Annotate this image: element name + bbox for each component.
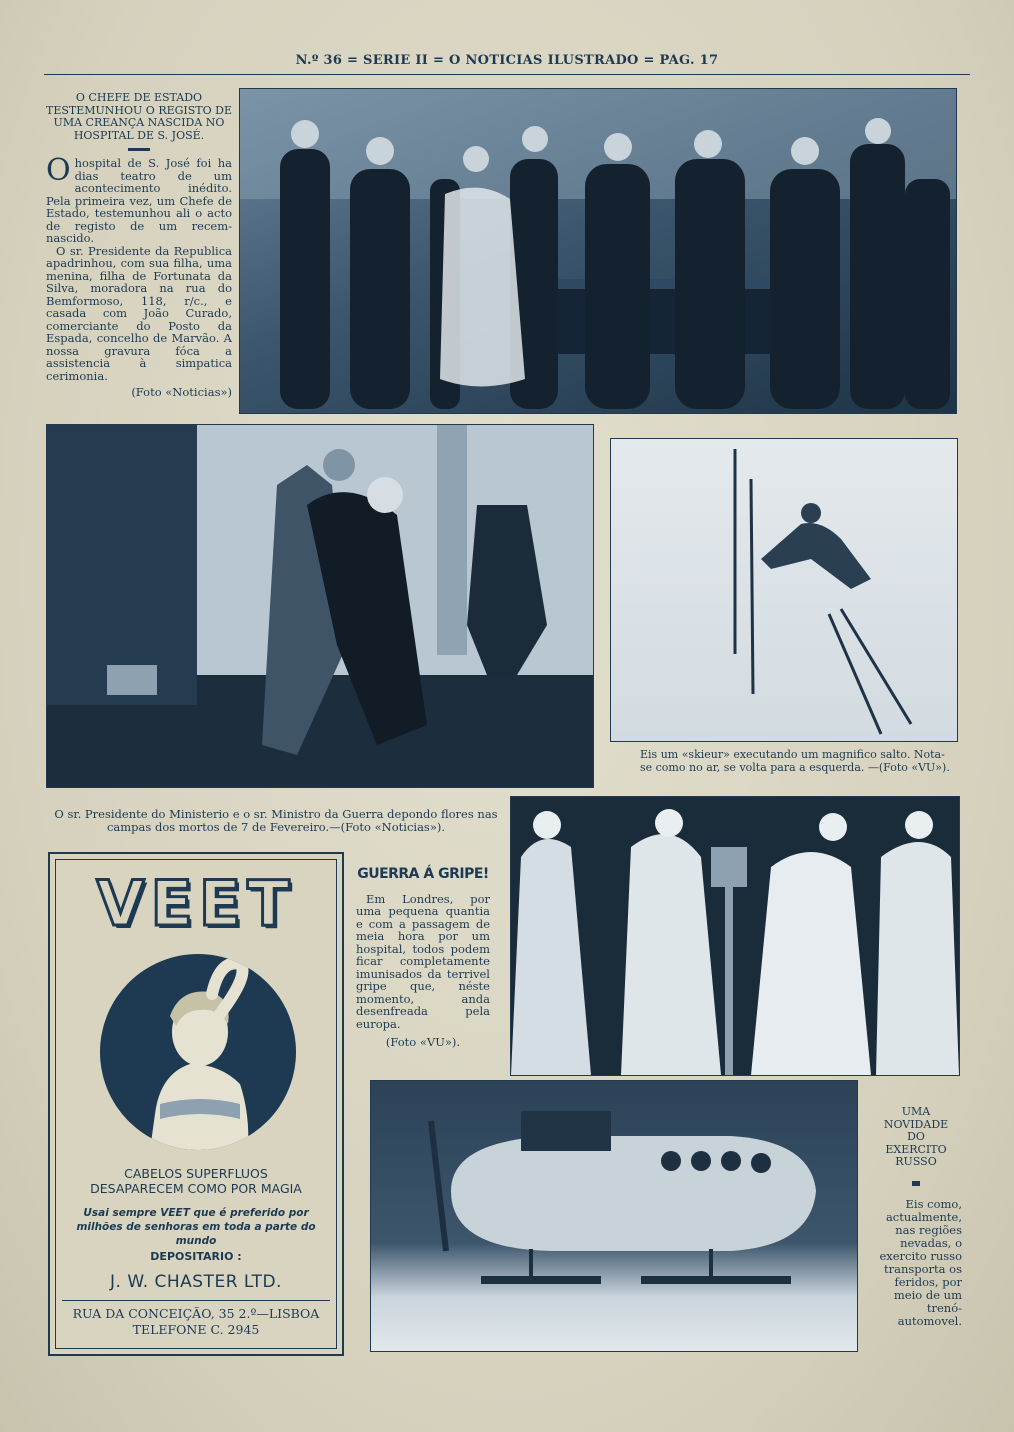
ad-depositario: DEPOSITARIO : [150, 1250, 242, 1263]
separator [128, 148, 150, 151]
photo-gripe-image [511, 797, 959, 1075]
photo-flowers-image [47, 425, 593, 787]
caption-skieur: Eis um «skieur» executando um magnifico salto. Nota-se como no ar, se volta para a esquerda. —(Foto «VU»). [640, 748, 950, 774]
story-russo-body: Eis como, actualmente, nas regiões nevadas, o exercito russo transporta os feridos, por meio de um trenó-automovel. [879, 1196, 962, 1328]
ad-rule [62, 1300, 330, 1301]
story-registo-text1: hospital de S. José foi ha dias teatro de um acontecimento inédito. Pela primeira vez, um Chefe de Estado, testemunhou ali o acto de registo de um recem-nascido. [46, 156, 232, 245]
header-rule [44, 74, 970, 75]
page-header: N.º 36 = SERIE II = O NOTICIAS ILUSTRADO = PAG. 17 [295, 53, 719, 68]
story-gripe-credit: (Foto «VU»). [385, 1035, 461, 1049]
woman-illustration-icon [100, 954, 296, 1150]
photo-flowers-graves [46, 424, 594, 788]
photo-skier-jump [610, 438, 958, 742]
caption-flowers: O sr. Presidente do Ministerio e o sr. Ministro da Guerra depondo flores nas campas dos mortos de 7 de Fevereiro.—(Foto «Noticias»). [54, 807, 498, 834]
ad-subtagline: Usai sempre VEET que é preferido por milhões de senhoras em toda a parte do mundo [76, 1207, 316, 1247]
ad-illustration [100, 954, 296, 1150]
story-gripe [356, 868, 490, 1049]
ad-address-line: RUA DA CONCEIÇÃO, 35 2.º—LISBOA [72, 1306, 320, 1321]
story-gripe-title: GUERRA Á GRIPE! [357, 866, 489, 882]
story-registo-para2: O sr. Presidente da Republica apadrinhou, com sua filha, uma menina, filha de Fortunata da Silva, moradora na rua do Bemformoso, 118, r/c., e casada com João Curado, comerciante do Posto da Espada, concelho de Marvão. A nossa gravura fóca a assistencia à simpatica cerimonia. [46, 243, 232, 383]
ad-company: J. W. CHASTER LTD. [110, 1272, 282, 1292]
story-registo-headline: O CHEFE DE ESTADO TESTEMUNHOU O REGISTO DE UMA CREANÇA NASCIDA NO HOSPITAL DE S. JOSÉ. [46, 91, 233, 142]
story-registo-para1 [46, 153, 232, 245]
ad-phone-line: TELEFONE C. 2945 [132, 1322, 260, 1337]
story-registo [46, 92, 232, 399]
story-russo-title: UMA NOVIDADE DO EXERCITO RUSSO [883, 1105, 949, 1168]
ad-address [50, 1306, 342, 1338]
ad-tagline: CABELOS SUPERFLUOS DESAPARECEM COMO POR MAGIA [90, 1166, 302, 1196]
photo-snow-sledge [370, 1080, 858, 1352]
veet-logo: VEET [96, 867, 296, 940]
photo-registo-ceremony [239, 88, 957, 414]
photo-sledge-image [371, 1081, 857, 1351]
story-registo-credit: (Foto «Noticias») [131, 385, 232, 399]
veet-advertisement [48, 852, 344, 1356]
separator [912, 1181, 920, 1186]
dropcap: O [46, 153, 71, 188]
story-russo [870, 1106, 962, 1328]
photo-registo-image [240, 89, 956, 413]
story-gripe-body: Em Londres, por uma pequena quantia e com a passagem de meia hora por um hospital, todos podem ficar completamente imunisados da terrivel gripe que, néste momento, anda desenfreada pela europa. [356, 891, 490, 1031]
photo-skier-image [611, 439, 957, 741]
photo-gripe-hospital [510, 796, 960, 1076]
